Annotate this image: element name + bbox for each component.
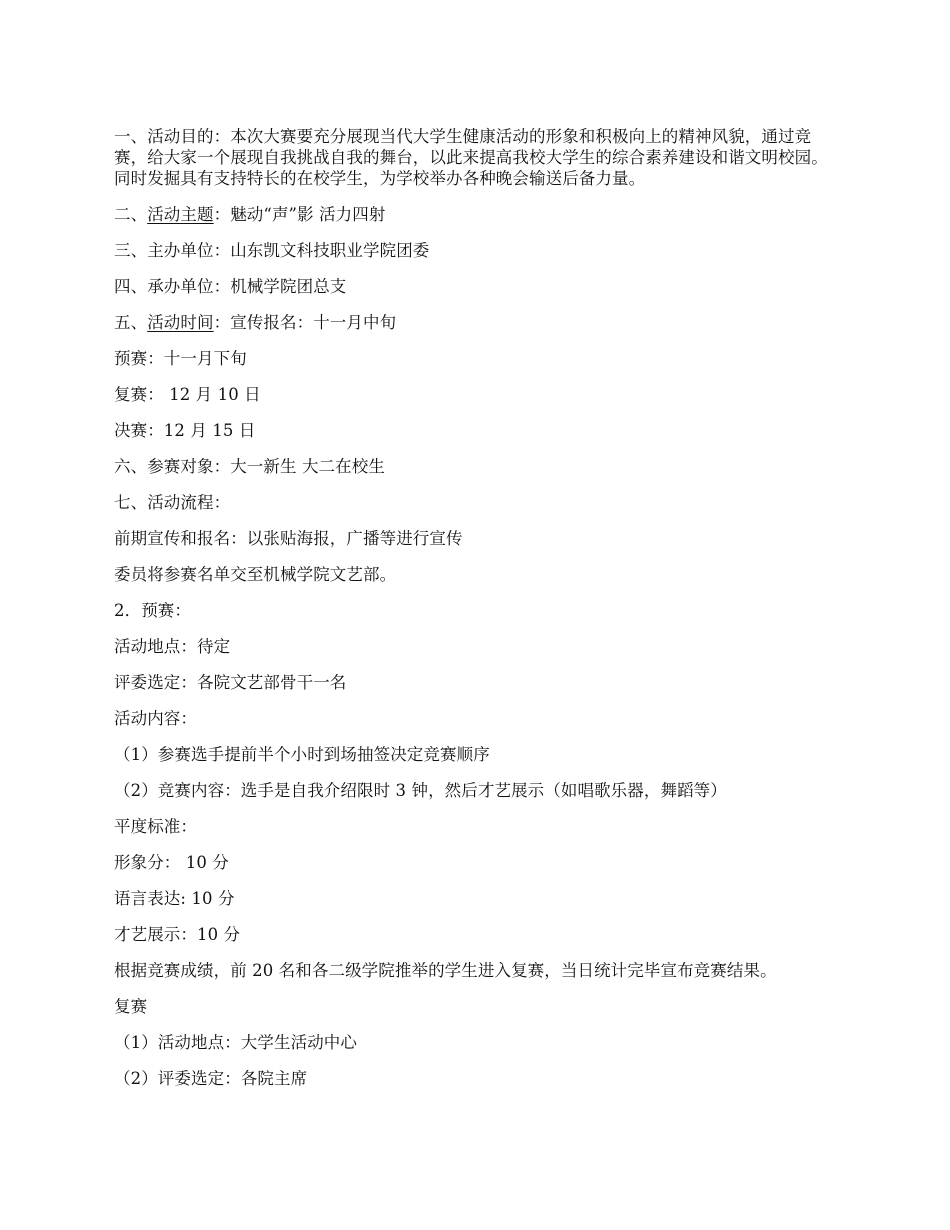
paragraph-semifinal-location: （1）活动地点：大学生活动中心 xyxy=(114,1033,357,1052)
paragraph-competition-content: （2）竞赛内容：选手是自我介绍限时 3 钟，然后才艺展示（如唱歌乐器，舞蹈等） xyxy=(114,781,727,800)
paragraph-content-heading: 活动内容： xyxy=(114,709,197,728)
paragraph-advancement: 根据竞赛成绩，前 20 名和各二级学院推举的学生进入复赛，当日统计完毕宣布竞赛结果。 xyxy=(114,961,777,980)
paragraph-activity-purpose: 一、活动目的：本次大赛要充分展现当代大学生健康活动的形象和积极向上的精神风貌，通过竞赛，给大家一个展现自我挑战自我的舞台，以此来提高我校大学生的综合素养建设和谐文明校园。同时发掘具有支持特长的在校学生，为学校举办各种晚会输送后备力量。 xyxy=(114,127,828,188)
paragraph-preliminary-heading: 2．预赛： xyxy=(114,601,191,620)
time-number: 五、 xyxy=(114,313,148,332)
paragraph-participants: 六、参赛对象：大一新生 大二在校生 xyxy=(114,457,385,476)
paragraph-preliminary-location: 活动地点：待定 xyxy=(114,637,231,656)
time-value: ：宣传报名：十一月中旬 xyxy=(213,313,397,332)
paragraph-publicity: 前期宣传和报名：以张贴海报，广播等进行宣传 xyxy=(114,529,463,548)
theme-label: 活动主题 xyxy=(147,205,214,224)
paragraph-activity-time xyxy=(114,312,844,333)
paragraph-semifinal-judges: （2）评委选定：各院主席 xyxy=(114,1069,308,1088)
paragraph-process-heading: 七、活动流程： xyxy=(114,493,231,512)
theme-value: ：魅动“声”影 活力四射 xyxy=(213,205,386,224)
paragraph-preliminary-date: 预赛：十一月下旬 xyxy=(114,349,247,368)
paragraph-final-date: 决赛：12 月 15 日 xyxy=(114,421,256,440)
document-body xyxy=(114,126,844,1104)
paragraph-co-organizer: 四、承办单位：机械学院团总支 xyxy=(114,277,347,296)
paragraph-score-language: 语言表达: 10 分 xyxy=(114,889,235,908)
paragraph-organizer: 三、主办单位：山东凯文科技职业学院团委 xyxy=(114,241,430,260)
paragraph-activity-theme xyxy=(114,204,844,225)
paragraph-score-talent: 才艺展示：10 分 xyxy=(114,925,241,944)
paragraph-preliminary-judges: 评委选定：各院文艺部骨干一名 xyxy=(114,673,347,692)
paragraph-score-appearance: 形象分： 10 分 xyxy=(114,853,229,872)
paragraph-semifinal-heading: 复赛 xyxy=(114,997,148,1016)
paragraph-scoring-heading: 平度标准： xyxy=(114,817,197,836)
time-label: 活动时间 xyxy=(147,313,214,332)
theme-number: 二、 xyxy=(114,205,148,224)
paragraph-list-submission: 委员将参赛名单交至机械学院文艺部。 xyxy=(114,565,397,584)
paragraph-semifinal-date: 复赛： 12 月 10 日 xyxy=(114,385,261,404)
paragraph-draw-order: （1）参赛选手提前半个小时到场抽签决定竞赛顺序 xyxy=(114,745,490,764)
